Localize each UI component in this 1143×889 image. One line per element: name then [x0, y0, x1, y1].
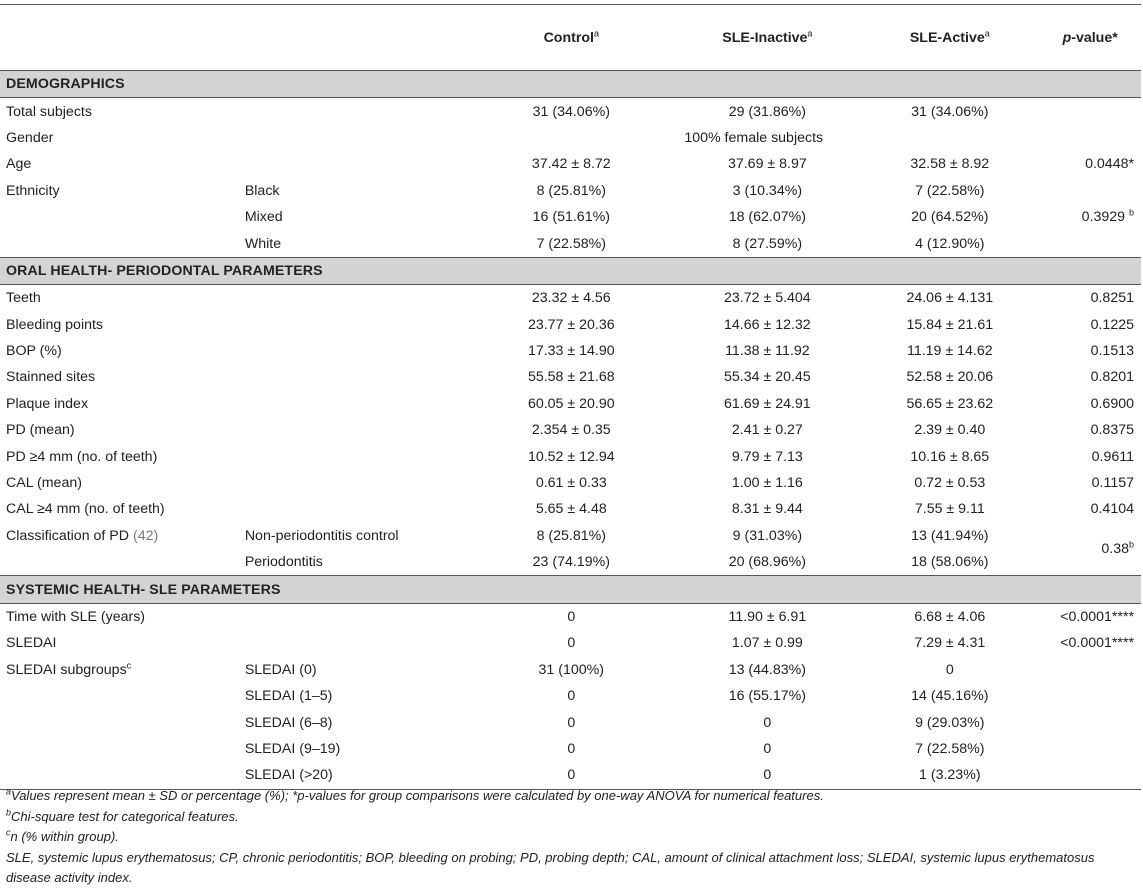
table-row: Classification of PD (42) Non-periodontitis control 8 (25.81%) 9 (31.03%) 13 (41.94%) 0.38$^b$ [0, 523, 1141, 549]
section-demographics: DEMOGRAPHICS [0, 71, 1141, 98]
table-row: Age 37.42 ± 8.72 37.69 ± 8.97 32.58 ± 8.92 0.0448* [6, 156, 1134, 173]
table-row: Plaque index 60.05 ± 20.90 61.69 ± 24.91 56.65 ± 23.62 0.6900 [6, 395, 1134, 412]
table-row: SLEDAI subgroups$^c$ SLEDAI (0) 31 (100%) 13 (44.83%) 0 [6, 660, 954, 678]
table-row: SLEDAI (9–19) 0 0 7 (22.58%) [244, 740, 985, 757]
footnote-a: $^a$Values represent mean ± SD or percentage (%); *p-values for group comparisons were calculated by one-way ANOVA for numerical features. [6, 786, 824, 803]
table-row: Mixed 16 (51.61%) 18 (62.07%) 20 (64.52%) [244, 209, 989, 226]
table-row: Time with SLE (years) 0 11.90 ± 6.91 6.68 ± 4.06 <0.0001**** [6, 609, 1134, 625]
table-row: PD (mean) 2.354 ± 0.35 2.41 ± 0.27 2.39 ± 0.40 0.8375 [6, 422, 1134, 439]
table-row: Gender 100% female subjects [6, 129, 824, 146]
footnote-c: $^c$n (% within group). [6, 827, 119, 845]
ethnicity-p-value: 0.3929 $^b$ [1081, 207, 1134, 226]
table-row: White 7 (22.58%) 8 (27.59%) 4 (12.90%) [244, 235, 985, 252]
header-control: Control$^a$ [543, 27, 600, 46]
table-row: SLEDAI 0 1.07 ± 0.99 7.29 ± 4.31 <0.0001**** [6, 635, 1134, 652]
classification-p-value: 0.38$^b$ [1101, 539, 1134, 558]
header-p-value: p-value* [1062, 29, 1118, 46]
section-oral-health: ORAL HEALTH- PERIODONTAL PARAMETERS [0, 257, 1141, 284]
table-row: CAL (mean) 0.61 ± 0.33 1.00 ± 1.16 0.72 ± 0.53 0.1157 [6, 475, 1134, 492]
table-footnotes [6, 786, 1138, 889]
table-row: SLEDAI (1–5) 0 16 (55.17%) 14 (45.16%) [244, 688, 989, 705]
table-row: PD ≥4 mm (no. of teeth) 10.52 ± 12.94 9.79 ± 7.13 10.16 ± 8.65 0.9611 [6, 448, 1134, 465]
table-row: Ethnicity Black 8 (25.81%) 3 (10.34%) 7 (22.58%) 0.3929 $^b$ [0, 178, 1141, 204]
table-row: Periodontitis 23 (74.19%) 20 (68.96%) 18 (58.06%) [244, 554, 989, 571]
table-row: SLEDAI (>20) 0 0 1 (3.23%) [0, 762, 1141, 789]
table-row: Teeth 23.32 ± 4.56 23.72 ± 5.404 24.06 ± 4.131 0.8251 [6, 290, 1134, 307]
table-row: BOP (%) 17.33 ± 14.90 11.38 ± 11.92 11.19 ± 14.62 0.1513 [6, 343, 1134, 360]
table-row: SLEDAI (6–8) 0 0 9 (29.03%) [244, 714, 985, 731]
section-systemic-health: SYSTEMIC HEALTH- SLE PARAMETERS [0, 576, 1141, 603]
footnote-abbreviations: SLE, systemic lupus erythematosus; CP, chronic periodontitis; BOP, bleeding on probing; PD, probing depth; CAL, amount of clinical attachment loss; SLEDAI, systemic lupus erythematosus disease activity index. [6, 849, 1095, 886]
table-row: Stainned sites 55.58 ± 21.68 55.34 ± 20.45 52.58 ± 20.06 0.8201 [6, 369, 1134, 386]
reference-link[interactable]: (42) [132, 527, 159, 544]
table-row: Bleeding points 23.77 ± 20.36 14.66 ± 12.32 15.84 ± 21.61 0.1225 [6, 316, 1134, 333]
table-row: CAL ≥4 mm (no. of teeth) 5.65 ± 4.48 8.31 ± 9.44 7.55 ± 9.11 0.4104 [6, 501, 1134, 518]
footnote-b: $^b$Chi-square test for categorical features. [6, 807, 239, 824]
header-sle-inactive: SLE-Inactive$^a$ [722, 27, 813, 46]
header-sle-active: SLE-Active$^a$ [909, 27, 990, 46]
table-row: Total subjects 31 (34.06%) 29 (31.86%) 31 (34.06%) [6, 103, 989, 120]
results-table [0, 4, 1141, 790]
table-header-row [0, 5, 1141, 71]
